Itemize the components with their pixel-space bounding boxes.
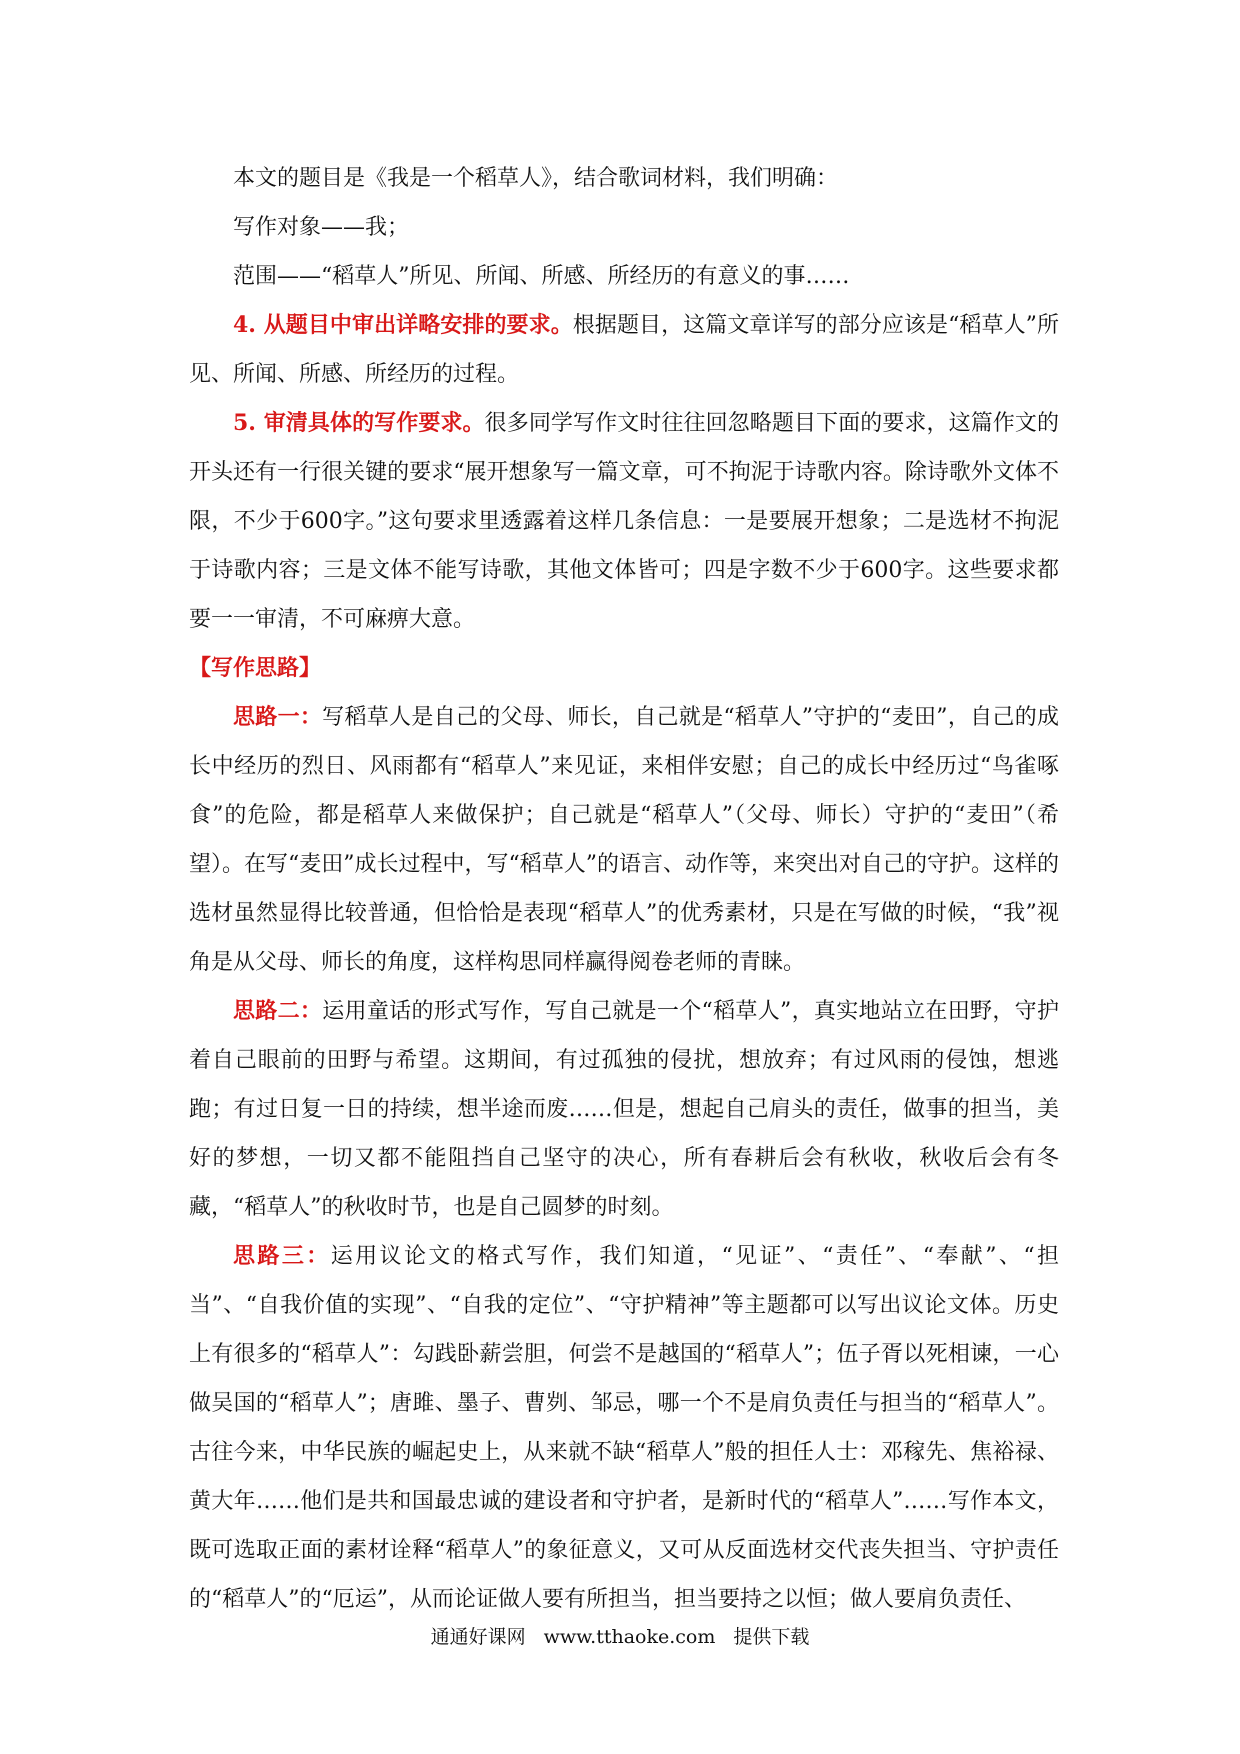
point-4-text: 根据题目，这篇文章详写的部分应该是“稻草人”所见、所闻、所感、所经历的过程。 [189,313,1059,387]
idea-1-text: 写稻草人是自己的父母、师长，自己就是“稻草人”守护的“麦田”，自己的成长中经历的烈日、风雨都有“稻草人”来见证，来相伴安慰；自己的成长中经历过“鸟雀啄食”的危险，都是稻草人来做保护；自己就是“稻草人”（父母、师长）守护的“麦田”（希望）。在写“麦田”成长过程中，写“稻草人”的语言、动作等，来突出对自己的守护。这样的选材虽然显得比较普通，但恰恰是表现“稻草人”的优秀素材，只是在写做的时候，“我”视角是从父母、师长的角度，这样构思同样赢得阅卷老师的青睐。 [189,705,1059,975]
idea-3-text: 运用议论文的格式写作，我们知道，“见证”、“责任”、“奉献”、“担当”、“自我价值的实现”、“自我的定位”、“守护精神”等主题都可以写出议论文体。历史上有很多的“稻草人”：勾践卧薪尝胆，何尝不是越国的“稻草人”；伍子胥以死相谏，一心做吴国的“稻草人”；唐雎、墨子、曹刿、邹忌，哪一个不是肩负责任与担当的“稻草人”。古往今来，中华民族的崛起史上，从来就不缺“稻草人”般的担任人士：邓稼先、焦裕禄、黄大年……他们是共和国最忠诚的建设者和守护者，是新时代的“稻草人”……写作本文，既可选取正面的素材诠释“稻草人”的象征意义，又可从反面选材交代丧失担当、守护责任的“稻草人”的“厄运”，从而论证做人要有所担当，担当要持之以恒；做人要肩负责任、 [189,1244,1059,1612]
idea-3-label: 思路三： [233,1243,331,1269]
document-body [189,154,1059,1624]
intro-line-3: 范围——“稻草人”所见、所闻、所感、所经历的有意义的事…… [233,264,850,289]
point-5-heading: 5. 审清具体的写作要求。 [233,410,485,436]
idea-3-paragraph [189,1232,1059,1624]
page-footer [0,1622,1240,1649]
idea-1-paragraph [189,693,1059,987]
point-5-paragraph [189,399,1059,644]
footer-site-name: 通通好课网 [430,1626,526,1648]
section-title: 【写作思路】 [189,655,322,681]
point-4-heading: 4. 从题目中审出详略安排的要求。 [233,312,573,338]
point-5-text: 很多同学写作文时往往回忽略题目下面的要求，这篇作文的开头还有一行很关键的要求“展开想象写一篇文章，可不拘泥于诗歌内容。除诗歌外文体不限，不少于600字。”这句要求里透露着这样几条信息：一是要展开想象；二是选材不拘泥于诗歌内容；三是文体不能写诗歌，其他文体皆可；四是字数不少于600字。这些要求都要一一审清，不可麻痹大意。 [189,411,1059,632]
idea-2-label: 思路二： [233,998,323,1024]
footer-suffix: 提供下载 [733,1626,810,1648]
idea-2-text: 运用童话的形式写作，写自己就是一个“稻草人”，真实地站立在田野，守护着自己眼前的田野与希望。这期间，有过孤独的侵扰，想放弃；有过风雨的侵蚀，想逃跑；有过日复一日的持续，想半途而废……但是，想起自己肩头的责任，做事的担当，美好的梦想，一切又都不能阻挡自己坚守的决心，所有春耕后会有秋收，秋收后会有冬藏，“稻草人”的秋收时节，也是自己圆梦的时刻。 [189,999,1059,1220]
intro-line-1: 本文的题目是《我是一个稻草人》，结合歌词材料，我们明确： [233,166,839,191]
idea-1-label: 思路一： [233,704,323,730]
idea-2-paragraph [189,987,1059,1232]
footer-url[interactable]: www.tthaoke.com [543,1626,716,1648]
point-4-paragraph [189,301,1059,399]
intro-line-2: 写作对象——我； [233,215,410,240]
